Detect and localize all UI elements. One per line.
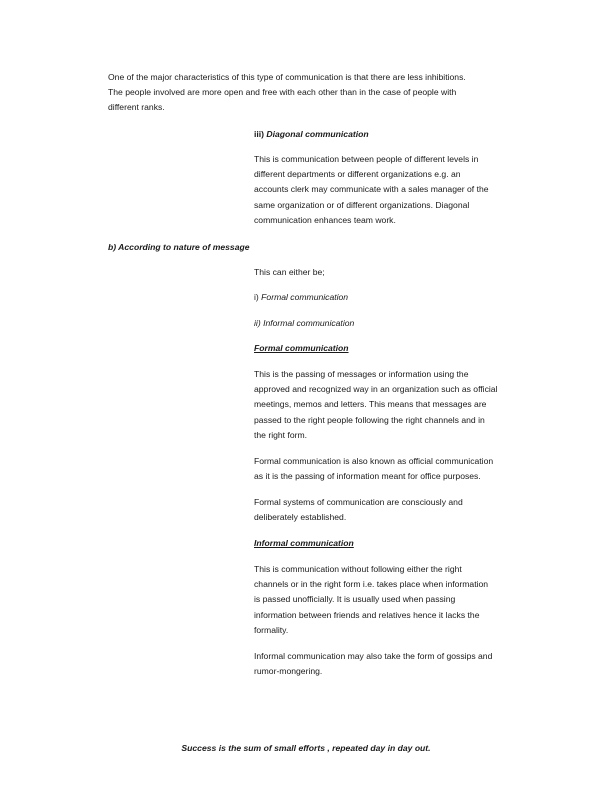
informal-paragraph-1: [254, 562, 488, 638]
text-line: different ranks.: [108, 102, 165, 113]
text-line: This is the passing of messages or information using the: [254, 369, 469, 379]
heading-number: iii): [254, 129, 265, 139]
text-line: accounts clerk may communicate with a sales manager of the: [254, 184, 489, 195]
text-line: deliberately established.: [254, 512, 347, 523]
intro-paragraph: [108, 70, 466, 116]
text-line: the right form.: [254, 429, 308, 440]
text-line: passed to the right people following the right channels and in: [254, 414, 485, 425]
formal-paragraph-3: [254, 495, 463, 525]
diagonal-heading: [254, 127, 369, 142]
list-item-informal: ii) Informal communication: [254, 318, 355, 328]
text-line: same organization or of different organizations. Diagonal: [254, 199, 470, 210]
text-line: as it is the passing of information meant for office purposes.: [254, 471, 481, 482]
text-line: The people involved are more open and free with each other than in the case of people with: [108, 87, 457, 98]
list-number: i): [254, 292, 259, 302]
informal-paragraph-2: [254, 649, 492, 679]
formal-paragraph-2: [254, 454, 493, 484]
text-line: Formal systems of communication are consciously and: [254, 497, 463, 507]
text-line: Formal communication is also known as official communication: [254, 456, 494, 466]
formal-heading: Formal communication: [254, 343, 349, 353]
list-item-formal: [254, 290, 348, 305]
text-line: This is communication without following either the right: [254, 564, 462, 574]
list-text: Formal communication: [261, 292, 349, 302]
section-b-lead: This can either be;: [254, 267, 325, 277]
text-line: Informal communication may also take the form of gossips and: [254, 651, 493, 661]
text-line: One of the major characteristics of this type of communication is that there are less inhibitions.: [108, 72, 466, 82]
text-line: different departments or different organizations e.g. an: [254, 169, 461, 180]
text-line: is passed unofficially. It is usually used when passing: [254, 594, 456, 605]
text-line: meetings, memos and letters. This means that messages are: [254, 399, 487, 410]
text-line: rumor-mongering.: [254, 666, 323, 677]
text-line: information between friends and relatives hence it lacks the: [254, 609, 480, 620]
text-line: formality.: [254, 624, 289, 635]
diagonal-paragraph: [254, 152, 489, 228]
informal-heading: Informal communication: [254, 538, 354, 548]
section-b-heading: b) According to nature of message: [108, 242, 250, 252]
text-line: channels or in the right form i.e. takes place when information: [254, 579, 489, 590]
heading-text: Diagonal communication: [266, 129, 369, 139]
text-line: communication enhances team work.: [254, 214, 396, 225]
text-line: This is communication between people of different levels in: [254, 154, 479, 164]
formal-paragraph-1: [254, 367, 498, 443]
page-footer: Success is the sum of small efforts , repeated day in day out.: [181, 743, 431, 753]
text-line: approved and recognized way in an organization such as official: [254, 384, 498, 395]
